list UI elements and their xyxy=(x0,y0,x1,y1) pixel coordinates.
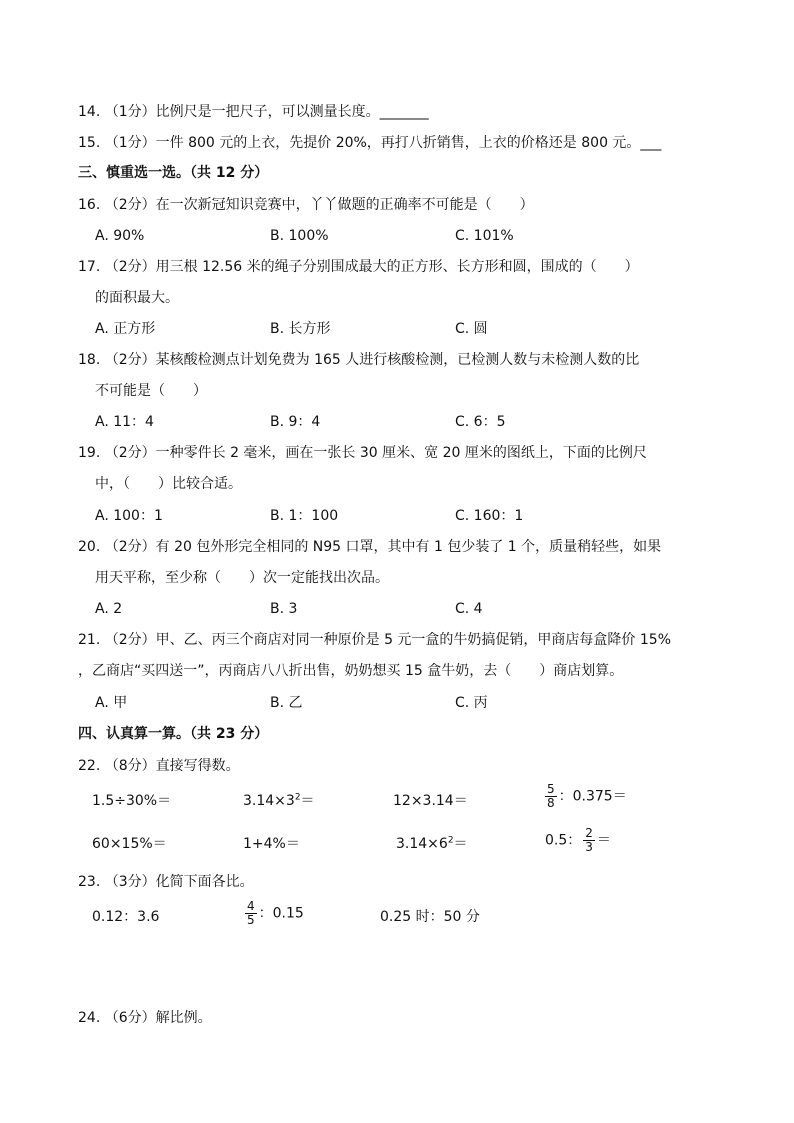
expr-22-4: $\frac{5}{8}$ ：0.375＝ xyxy=(547,782,627,810)
question-17-stem-line2: 的面积最大。 xyxy=(95,290,179,306)
question-16-option-a: A. 90% xyxy=(95,228,145,244)
expr-23-1: 0.12：3.6 xyxy=(92,909,160,925)
question-19-stem-line1: 19. （2分）一种零件长 2 毫米，画在一张长 30 厘米、宽 20 厘米的图纸上，下面的比例尺 xyxy=(78,445,647,461)
expr-22-7: $3.14\times 6^2=$ xyxy=(396,835,468,852)
expr-22-6: 1+4%＝ xyxy=(243,836,300,852)
question-21-option-c: C. 丙 xyxy=(455,695,488,711)
question-21-stem-line2: ，乙商店“买四送一”，丙商店八八折出售，奶奶想买 15 盒牛奶，去（ ）商店划算。 xyxy=(78,663,624,679)
expr-22-8: 0.5： $\frac{2}{3}$ ＝ xyxy=(545,826,611,854)
question-24-stem: 24. （6分）解比例。 xyxy=(78,1010,212,1026)
expr-22-3: 12×3.14＝ xyxy=(393,793,468,809)
question-17-option-a: A. 正方形 xyxy=(95,321,156,337)
question-16-option-b: B. 100% xyxy=(270,228,329,244)
question-15: 15. （1分）一件 800 元的上衣，先提价 20%，再打八折销售，上衣的价格还是 800 元。___ xyxy=(78,135,662,151)
expr-22-1: 1.5÷30%＝ xyxy=(92,793,172,809)
question-17-option-c: C. 圆 xyxy=(455,321,488,337)
question-17-option-b: B. 长方形 xyxy=(270,321,331,337)
question-21-option-a: A. 甲 xyxy=(95,695,128,711)
expr-23-2: $\frac{4}{5}$ ：0.15 xyxy=(247,899,304,927)
question-20-option-b: B. 3 xyxy=(270,601,298,617)
question-18-stem-line2: 不可能是（ ） xyxy=(95,383,207,399)
question-20-option-a: A. 2 xyxy=(95,601,123,617)
fraction: $\frac{4}{5}$ xyxy=(247,899,255,927)
question-16-option-c: C. 101% xyxy=(455,228,514,244)
question-14: 14. （1分）比例尺是一把尺子，可以测量长度。_______ xyxy=(78,104,429,120)
question-21-stem-line1: 21. （2分）甲、乙、丙三个商店对同一种原价是 5 元一盒的牛奶搞促销，甲商店每盒降价 15% xyxy=(78,632,671,648)
expr-23-3: 0.25 时：50 分 xyxy=(380,909,480,925)
question-18-stem-line1: 18. （2分）某核酸检测点计划免费为 165 人进行核酸检测，已检测人数与未检测人数的比 xyxy=(78,352,640,368)
question-20-stem-line2: 用天平称，至少称（ ）次一定能找出次品。 xyxy=(95,570,389,586)
question-20-stem-line1: 20. （2分）有 20 包外形完全相同的 N95 口罩，其中有 1 包少装了 1 个，质量稍轻些，如果 xyxy=(78,539,662,555)
fraction: $\frac{2}{3}$ xyxy=(585,826,593,854)
question-22-stem: 22. （8分）直接写得数。 xyxy=(78,758,240,774)
question-16-stem: 16. （2分）在一次新冠知识竞赛中，丫丫做题的正确率不可能是（ ） xyxy=(78,197,534,213)
expr-22-2: $3.14\times 3^2=$ xyxy=(243,792,315,809)
section-3-heading: 三、慎重选一选。（共 12 分） xyxy=(78,165,269,181)
question-17-stem-line1: 17. （2分）用三根 12.56 米的绳子分别围成最大的正方形、长方形和圆，围成的（ ） xyxy=(78,259,639,275)
question-21-option-b: B. 乙 xyxy=(270,695,303,711)
question-19-option-c: C. 160：1 xyxy=(455,508,524,524)
section-4-heading: 四、认真算一算。（共 23 分） xyxy=(78,726,269,742)
question-18-option-b: B. 9：4 xyxy=(270,414,321,430)
expr-22-5: 60×15%＝ xyxy=(92,836,167,852)
fraction: $\frac{5}{8}$ xyxy=(547,782,555,810)
question-23-stem: 23. （3分）化简下面各比。 xyxy=(78,874,254,890)
question-20-option-c: C. 4 xyxy=(455,601,483,617)
question-18-option-c: C. 6：5 xyxy=(455,414,506,430)
question-19-option-b: B. 1：100 xyxy=(270,508,339,524)
question-19-stem-line2: 中，（ ）比较合适。 xyxy=(95,476,242,492)
question-19-option-a: A. 100：1 xyxy=(95,508,163,524)
question-18-option-a: A. 11：4 xyxy=(95,414,154,430)
